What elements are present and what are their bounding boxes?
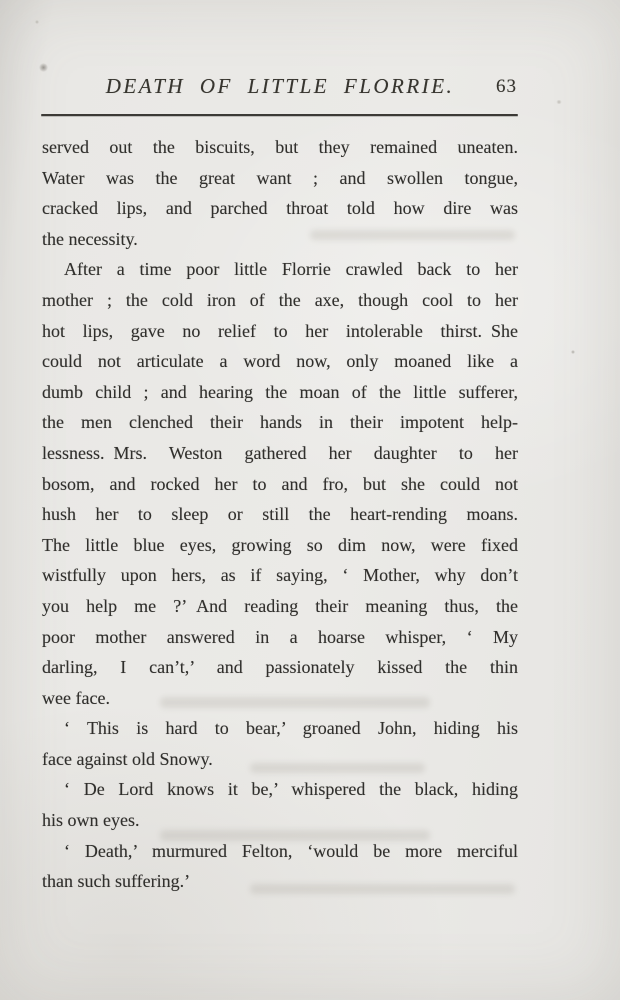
text-line: dumb child ; and hearing the moan of the little sufferer, (42, 381, 518, 402)
ink-speck (39, 63, 48, 72)
bleed-through-mark (160, 830, 430, 841)
text-line: wistfully upon hers, as if saying, ‘ Mother, why don’t (42, 565, 518, 586)
page-title: DEATH OF LITTLE FLORRIE. (105, 74, 455, 98)
text-line: ‘ This is hard to bear,’ groaned John, hiding his (64, 718, 518, 739)
text-line: The little blue eyes, growing so dim now, were fixed (42, 534, 518, 555)
text-line: poor mother answered in a hoarse whisper, ‘ My (42, 626, 518, 647)
bleed-through-mark (250, 763, 425, 773)
text-line: served out the biscuits, but they remained uneaten. (42, 137, 518, 157)
text-line: the necessity. (42, 228, 138, 249)
text-line: After a time poor little Florrie crawled back to her (64, 259, 518, 280)
text-line: the men clenched their hands in their impotent help- (42, 412, 518, 433)
ink-speck (556, 100, 562, 104)
text-line: face against old Snowy. (42, 748, 213, 769)
text-line: cracked lips, and parched throat told how dire was (42, 198, 518, 219)
bleed-through-mark (310, 230, 515, 240)
bleed-through-mark (160, 697, 430, 708)
body-text (42, 132, 518, 897)
text-line: lessness. Mrs. Weston gathered her daughter to her (42, 442, 518, 463)
ink-speck (571, 350, 575, 354)
bleed-through-mark (250, 884, 515, 894)
text-line: ‘ De Lord knows it be,’ whispered the black, hiding (64, 779, 518, 800)
text-line: ‘ Death,’ murmured Felton, ‘would be more merciful (64, 840, 518, 861)
page-number: 63 (496, 76, 517, 97)
text-line: bosom, and rocked her to and fro, but she could not (42, 473, 518, 494)
text-line: you help me ?’ And reading their meaning thus, the (42, 595, 518, 616)
text-line: wee face. (42, 687, 110, 708)
text-line: could not articulate a word now, only moaned like a (42, 351, 518, 372)
text-line: darling, I can’t,’ and passionately kissed the thin (42, 657, 518, 678)
header-rule (41, 114, 518, 116)
text-line: than such suffering.’ (42, 871, 191, 892)
text-line: hush her to sleep or still the heart-rending moans. (42, 504, 518, 525)
text-line: his own eyes. (42, 810, 140, 831)
ink-speck (35, 20, 39, 24)
text-line: mother ; the cold iron of the axe, though cool to her (42, 289, 518, 310)
text-line: hot lips, gave no relief to her intolerable thirst. She (42, 320, 518, 341)
text-line: Water was the great want ; and swollen tongue, (42, 167, 518, 188)
